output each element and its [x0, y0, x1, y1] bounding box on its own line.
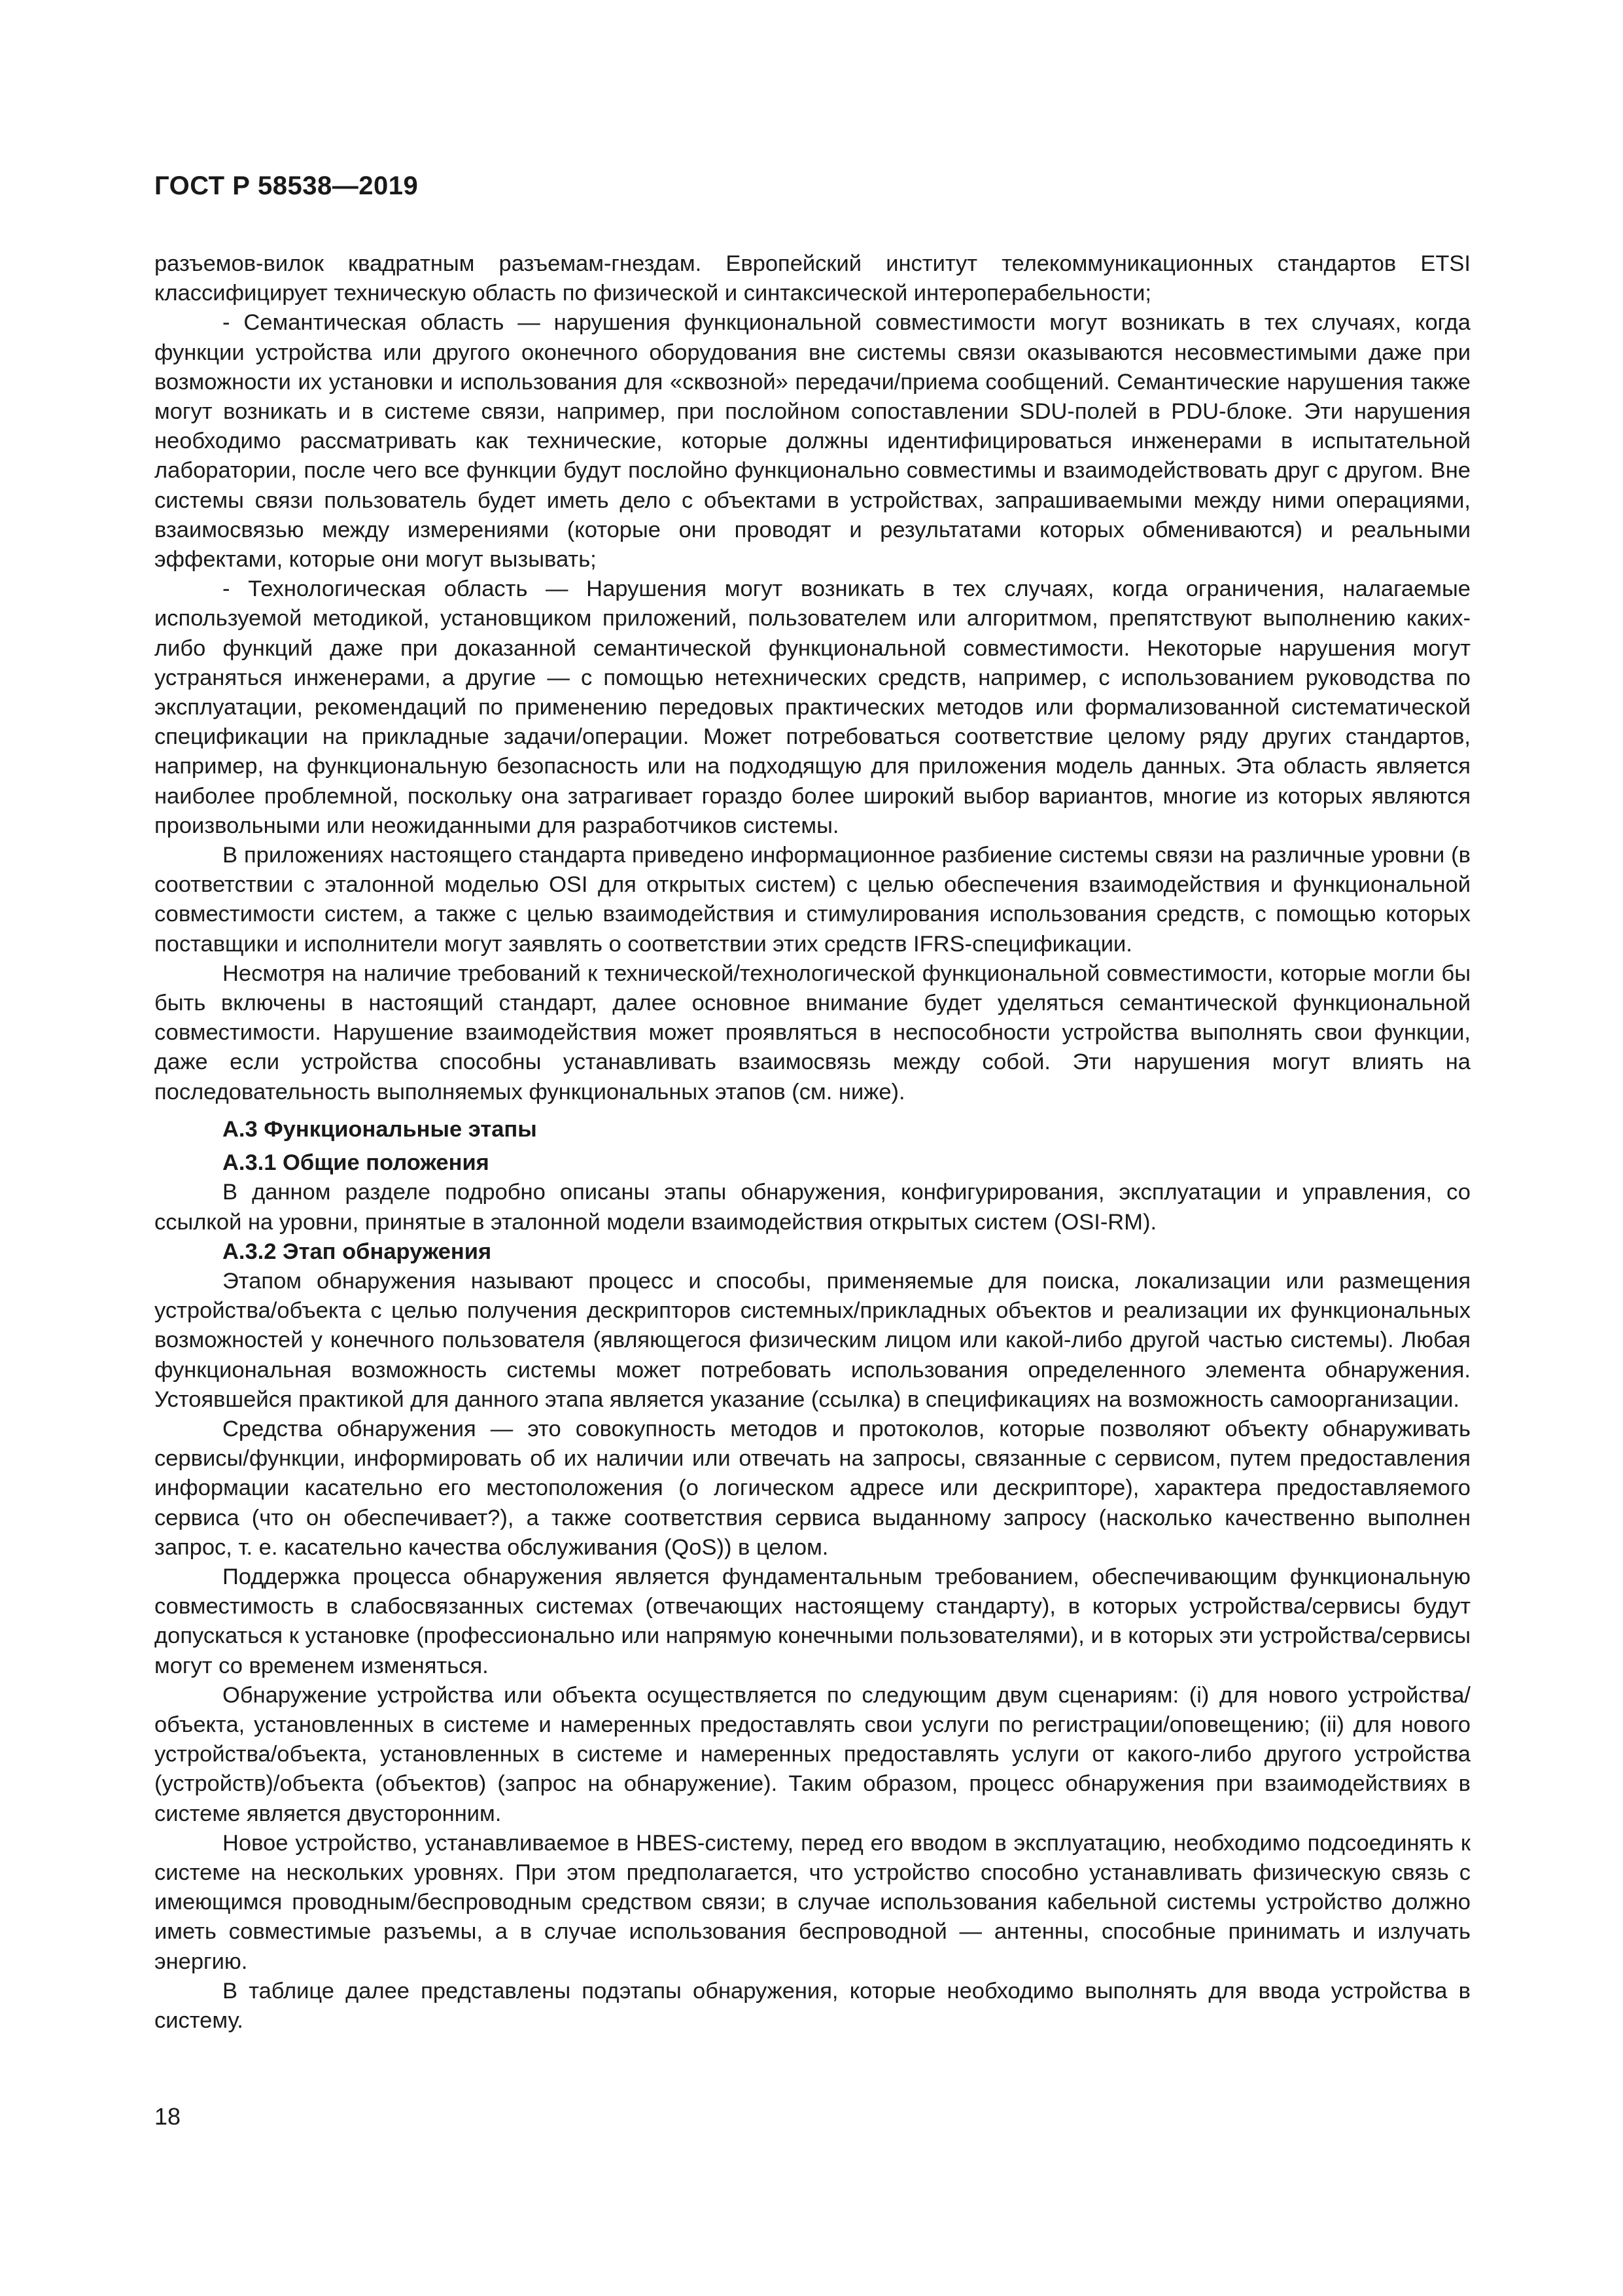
page-number: 18	[154, 2103, 181, 2130]
paragraph: В данном разделе подробно описаны этапы обнаружения, конфигурирования, эксплуатации и управления, со ссылкой на уровни, принятые в эталонной модели взаимодействия открытых систем (OSI-RM).	[154, 1180, 1471, 1235]
paragraph: Несмотря на наличие требований к технической/технологической функциональной совместимости, которые могли бы быть включены в настоящий стандарт, далее основное внимание будет уделяться семантической функциональной совместимости. Нарушение взаимодействия может проявляться в неспособности устройства выполнять свои функции, даже если устройства способны устанавливать взаимосвязь между собой. Эти нарушения могут влиять на последовательность выполняемых функциональных этапов (см. ниже).	[154, 961, 1471, 1104]
paragraph: В приложениях настоящего стандарта приведено информационное разбиение системы связи на различные уровни (в соответствии с эталонной моделью OSI для открытых систем) с целью обеспечения взаимодействия и функциональной совместимости систем, а также с целью взаимодействия и стимулирования использования средств, с помощью которых поставщики и исполнители могут заявлять о соответствии этих средств IFRS-спецификации.	[154, 843, 1471, 957]
section-heading-a32: А.3.2 Этап обнаружения	[222, 1239, 492, 1264]
paragraph: Средства обнаружения — это совокупность методов и протоколов, которые позволяют объекту обнаруживать сервисы/функции, информировать об их наличии или отвечать на запросы, связанные с сервисом, путем предоставления информации касательно его местоположения (о логическом адресе или дескрипторе), характера предоставляемого сервиса (что он обеспечивает?), а также соответствия сервиса выданному запросу (насколько качественно выполнен запрос, т. е. касательно качества обслуживания (QoS)) в целом.	[154, 1416, 1471, 1560]
section-heading-a3: А.3 Функциональные этапы	[222, 1116, 537, 1142]
paragraph: Поддержка процесса обнаружения является фундаментальным требованием, обеспечивающим функциональную совместимость в слабосвязанных системах (отвечающих настоящему стандарту), в которых устройства/сервисы будут допускаться к установке (профессионально или напрямую конечными пользователями), и в которых эти устройства/сервисы могут со временем изменяться.	[154, 1564, 1471, 1678]
paragraph: - Семантическая область — нарушения функциональной совместимости могут возникать в тех случаях, когда функции устройства или другого оконечного оборудования вне системы связи оказываются несовместимыми даже при возможности их установки и использования для «сквозной» передачи/приема сообщений. Семантические нарушения также могут возникать и в системе связи, например, при послойном сопоставлении SDU-полей в PDU-блоке. Эти нарушения необходимо рассматривать как технические, которые должны идентифицироваться инженерами в испытательной лаборатории, после чего все функции будут послойно функционально совместимы и взаимодействовать друг с другом. Вне системы связи пользователь будет иметь дело с объектами в устройствах, запрашиваемыми между ними операциями, взаимосвязью между измерениями (которые они проводят и результатами которых обмениваются) и реальными эффектами, которые они могут вызывать;	[154, 310, 1471, 573]
document-body	[154, 249, 1471, 2036]
paragraph: - Технологическая область — Нарушения могут возникать в тех случаях, когда ограничения, налагаемые используемой методикой, установщиком приложений, пользователем или алгоритмом, препятствуют выполнению каких-либо функций даже при доказанной семантической функциональной совместимости. Некоторые нарушения могут устраняться инженерами, а другие — с помощью нетехнических средств, например, с использованием руководства по эксплуатации, рекомендаций по применению передовых практических методов или формализованной систематической спецификации на прикладные задачи/операции. Может потребоваться соответствие целому ряду других стандартов, например, на функциональную безопасность или на подходящую для приложения модель данных. Эта область является наиболее проблемной, поскольку она затрагивает гораздо более широкий выбор вариантов, многие из которых являются произвольными или неожиданными для разработчиков системы.	[154, 576, 1471, 838]
section-heading-a31: А.3.1 Общие положения	[222, 1150, 489, 1176]
paragraph: Новое устройство, устанавливаемое в HBES-систему, перед его вводом в эксплуатацию, необходимо подсоединять к системе на нескольких уровнях. При этом предполагается, что устройство способно устанавливать физическую связь с имеющимся проводным/беспроводным средством связи; в случае использования кабельной системы устройство должно иметь совместимые разъемы, а в случае использования беспроводной — антенны, способные принимать и излучать энергию.	[154, 1830, 1471, 1974]
paragraph: В таблице далее представлены подэтапы обнаружения, которые необходимо выполнять для ввода устройства в систему.	[154, 1978, 1471, 2033]
paragraph: Этапом обнаружения называют процесс и способы, применяемые для поиска, локализации или размещения устройства/объекта с целью получения дескрипторов системных/прикладных объектов и реализации их функциональных возможностей у конечного пользователя (являющегося физическим лицом или какой-либо другой частью системы). Любая функциональная возможность системы может потребовать использования определенного элемента обнаружения. Устоявшейся практикой для данного этапа является указание (ссылка) в спецификациях на возможность самоорганизации.	[154, 1268, 1471, 1412]
paragraph: разъемов-вилок квадратным разъемам-гнездам. Европейский институт телекоммуникационных стандартов ETSI классифицирует техническую область по физической и синтаксической интероперабельности;	[154, 251, 1471, 306]
paragraph: Обнаружение устройства или объекта осуществляется по следующим двум сценариям: (i) для нового устройства/объекта, установленных в системе и намеренных предоставлять свои услуги по регистрации/оповещению; (ii) для нового устройства/объекта, установленных в системе и намеренных предоставлять услуги от какого-либо другого устройства (устройств)/объекта (объектов) (запрос на обнаружение). Таким образом, процесс обнаружения при взаимодействиях в системе является двусторонним.	[154, 1682, 1471, 1826]
document-header: ГОСТ Р 58538—2019	[154, 171, 419, 200]
